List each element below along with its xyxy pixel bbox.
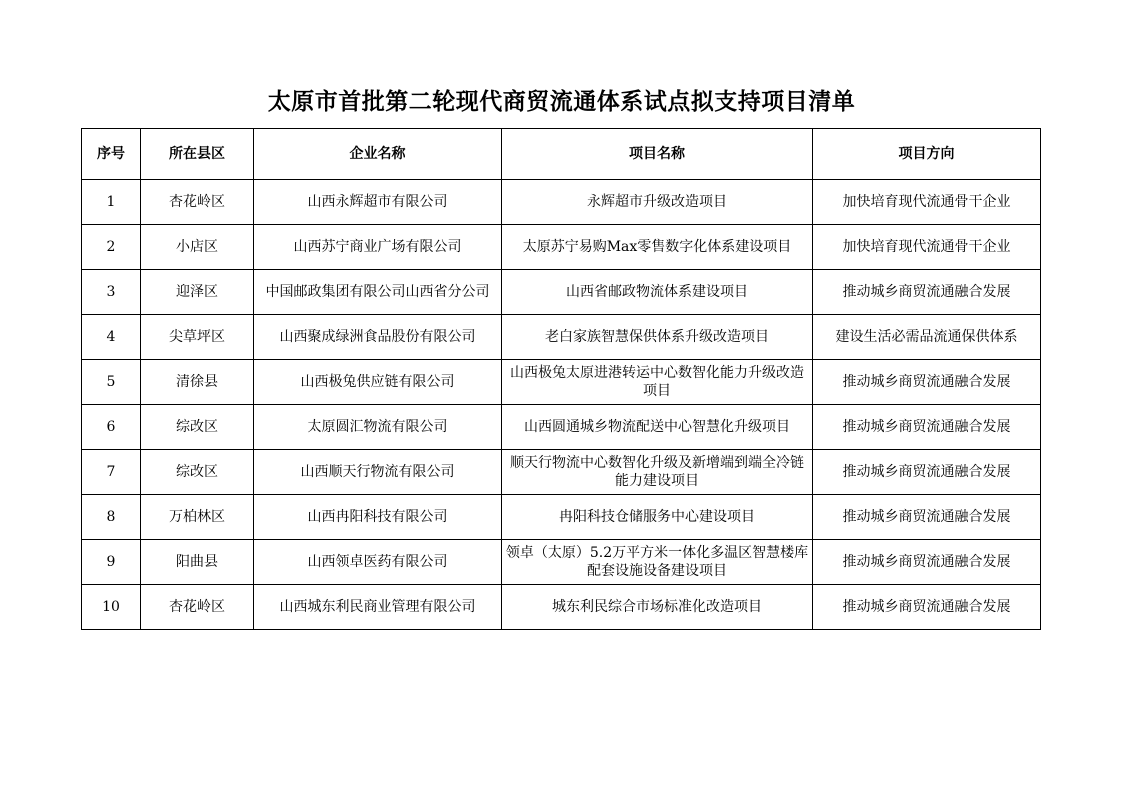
cell-project-direction: 推动城乡商贸流通融合发展 xyxy=(813,360,1041,405)
cell-serial-number: 9 xyxy=(82,540,141,585)
cell-project-name: 老白家族智慧保供体系升级改造项目 xyxy=(502,315,813,360)
cell-district: 杏花岭区 xyxy=(141,585,254,630)
table-row xyxy=(82,225,1041,270)
cell-company-name: 山西冉阳科技有限公司 xyxy=(254,495,502,540)
cell-project-name: 顺天行物流中心数智化升级及新增端到端全冷链能力建设项目 xyxy=(502,450,813,495)
table-row xyxy=(82,495,1041,540)
table-row xyxy=(82,585,1041,630)
cell-company-name: 山西顺天行物流有限公司 xyxy=(254,450,502,495)
cell-district: 阳曲县 xyxy=(141,540,254,585)
cell-company-name: 山西苏宁商业广场有限公司 xyxy=(254,225,502,270)
cell-serial-number: 8 xyxy=(82,495,141,540)
cell-serial-number: 5 xyxy=(82,360,141,405)
cell-project-direction: 推动城乡商贸流通融合发展 xyxy=(813,540,1041,585)
cell-company-name: 山西城东利民商业管理有限公司 xyxy=(254,585,502,630)
table-row xyxy=(82,180,1041,225)
cell-district: 杏花岭区 xyxy=(141,180,254,225)
cell-company-name: 山西永辉超市有限公司 xyxy=(254,180,502,225)
cell-project-direction: 推动城乡商贸流通融合发展 xyxy=(813,495,1041,540)
cell-serial-number: 1 xyxy=(82,180,141,225)
document-title: 太原市首批第二轮现代商贸流通体系试点拟支持项目清单 xyxy=(267,88,856,115)
cell-project-direction: 推动城乡商贸流通融合发展 xyxy=(813,450,1041,495)
cell-company-name: 太原圆汇物流有限公司 xyxy=(254,405,502,450)
table-row xyxy=(82,405,1041,450)
header-row xyxy=(82,129,1041,180)
cell-district: 小店区 xyxy=(141,225,254,270)
header-serial-number: 序号 xyxy=(82,129,141,180)
cell-serial-number: 4 xyxy=(82,315,141,360)
cell-project-direction: 加快培育现代流通骨干企业 xyxy=(813,180,1041,225)
table-row xyxy=(82,360,1041,405)
table-header xyxy=(82,129,1041,180)
table-body xyxy=(82,180,1041,630)
cell-project-name: 领卓（太原）5.2万平方米一体化多温区智慧楼库配套设施设备建设项目 xyxy=(502,540,813,585)
table-row xyxy=(82,450,1041,495)
cell-project-name: 山西圆通城乡物流配送中心智慧化升级项目 xyxy=(502,405,813,450)
cell-project-direction: 推动城乡商贸流通融合发展 xyxy=(813,405,1041,450)
cell-district: 综改区 xyxy=(141,405,254,450)
cell-project-name: 太原苏宁易购Max零售数字化体系建设项目 xyxy=(502,225,813,270)
cell-company-name: 山西聚成绿洲食品股份有限公司 xyxy=(254,315,502,360)
cell-project-name: 山西极兔太原进港转运中心数智化能力升级改造项目 xyxy=(502,360,813,405)
table-row xyxy=(82,270,1041,315)
cell-serial-number: 7 xyxy=(82,450,141,495)
header-district: 所在县区 xyxy=(141,129,254,180)
cell-serial-number: 6 xyxy=(82,405,141,450)
cell-district: 尖草坪区 xyxy=(141,315,254,360)
cell-company-name: 山西领卓医药有限公司 xyxy=(254,540,502,585)
cell-serial-number: 3 xyxy=(82,270,141,315)
cell-company-name: 中国邮政集团有限公司山西省分公司 xyxy=(254,270,502,315)
cell-district: 迎泽区 xyxy=(141,270,254,315)
cell-project-name: 城东利民综合市场标准化改造项目 xyxy=(502,585,813,630)
header-project-name: 项目名称 xyxy=(502,129,813,180)
cell-project-direction: 推动城乡商贸流通融合发展 xyxy=(813,585,1041,630)
cell-district: 万柏林区 xyxy=(141,495,254,540)
cell-district: 清徐县 xyxy=(141,360,254,405)
header-project-direction: 项目方向 xyxy=(813,129,1041,180)
table-row xyxy=(82,540,1041,585)
cell-project-name: 山西省邮政物流体系建设项目 xyxy=(502,270,813,315)
cell-project-direction: 建设生活必需品流通保供体系 xyxy=(813,315,1041,360)
cell-serial-number: 10 xyxy=(82,585,141,630)
cell-project-direction: 推动城乡商贸流通融合发展 xyxy=(813,270,1041,315)
cell-project-name: 冉阳科技仓储服务中心建设项目 xyxy=(502,495,813,540)
project-table xyxy=(81,128,1041,630)
cell-company-name: 山西极兔供应链有限公司 xyxy=(254,360,502,405)
cell-serial-number: 2 xyxy=(82,225,141,270)
header-company-name: 企业名称 xyxy=(254,129,502,180)
cell-project-name: 永辉超市升级改造项目 xyxy=(502,180,813,225)
cell-district: 综改区 xyxy=(141,450,254,495)
cell-project-direction: 加快培育现代流通骨干企业 xyxy=(813,225,1041,270)
table-row xyxy=(82,315,1041,360)
